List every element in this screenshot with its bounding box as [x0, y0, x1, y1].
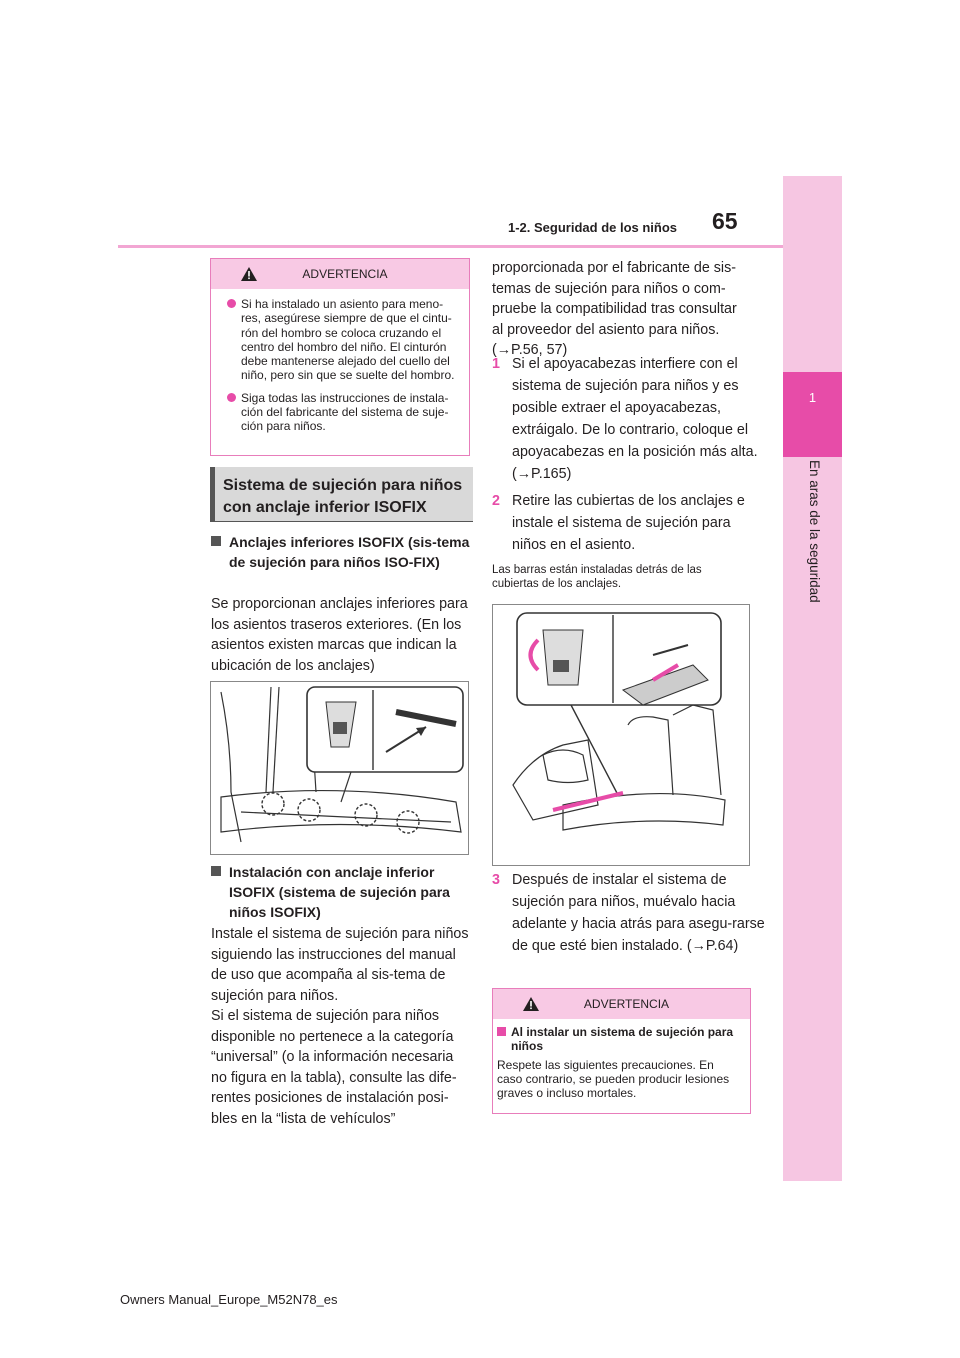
figure-child-seat-install [492, 604, 750, 866]
paragraph-anchors: Se proporcionan anclajes inferiores para los asientos traseros exteriores. (En los asientos existen marcas que indican la ubicación de los anclajes) [211, 596, 468, 674]
subheading-isofix-installation: Instalación con anclaje inferior ISOFIX (sistema de sujeción para niños ISOFIX) [211, 862, 484, 922]
step-2: 2 Retire las cubiertas de los anclajes e instale el sistema de sujeción para niños en el asiento. [492, 490, 766, 556]
bullet-icon [227, 393, 236, 402]
illustration-rear-seat [211, 682, 468, 854]
chapter-number: 1 [808, 390, 817, 405]
footer-text: Owners Manual_Europe_M52N78_es [120, 1292, 338, 1307]
paragraph-manufacturer: proporcionada por el fabricante de sis-temas de sujeción para niños o com-pruebe la compatibilidad tras consultar al proveedor del asiento para niños. (→P.56, 57) [492, 260, 737, 358]
warning-title: ADVERTENCIA [583, 997, 670, 1011]
bullet-icon [227, 299, 236, 308]
subheading-isofix-anchors: Anclajes inferiores ISOFIX (sis-tema de sujeción para niños ISO-FIX) [211, 532, 484, 572]
square-bullet-icon [497, 1027, 506, 1036]
paragraph-vehicle-list: Si el sistema de sujeción para niños disponible no pertenece a la categoría “universal” (o la información necesaria no figura en la tabla), consulte las dife-rentes posiciones de instalación posi-bles en la “lista de vehículos” [211, 1008, 457, 1127]
warning-header [493, 989, 750, 1019]
paragraph-install-instructions: Instale el sistema de sujeción para niños siguiendo las instrucciones del manual de uso que acompaña al sis-tema de sujeción para niños. [211, 926, 469, 1004]
warning-item: Siga todas las instrucciones de instala-ción del fabricante del sistema de suje-ción para niños. [227, 391, 455, 434]
page-number: 65 [712, 208, 738, 234]
warning-box-bottom [492, 988, 751, 1114]
warning-item-title: Al instalar un sistema de sujeción para niños [497, 1025, 740, 1054]
step-1: 1 Si el apoyacabezas interfiere con el sistema de sujeción para niños y es posible extraer el apoyacabezas, extráigalo. De lo contrario, coloque el apoyacabezas en la posición más alta. (→P.165) [492, 353, 766, 485]
section-title: 1-2. Seguridad de los niños [508, 220, 678, 235]
figure-seat-anchors [210, 681, 469, 855]
warning-item: Si ha instalado un asiento para meno-res, asegúrese siempre de que el cintu-rón del hombro se coloca cruzando el centro del hombro del niño. El cinturón debe mantenerse alejado del cuello del niño, pero sin que se suelte del hombro. [227, 297, 455, 383]
note-bars: Las barras están instaladas detrás de las cubiertas de los anclajes. [492, 564, 702, 590]
chapter-tab[interactable] [783, 372, 842, 457]
warning-header [211, 259, 469, 289]
warning-text: Respete las siguientes precauciones. En caso contrario, se pueden producir lesiones graves o incluso mortales. [497, 1057, 730, 1101]
step-number: 3 [492, 872, 500, 888]
illustration-child-seat [493, 605, 749, 865]
step-3: 3 Después de instalar el sistema de sujeción para niños, muévalo hacia adelante y hacia atrás para asegu-rarse de que esté bien instalado. (→P.64) [492, 869, 766, 957]
warning-box-top [210, 258, 470, 456]
warning-title: ADVERTENCIA [302, 267, 388, 281]
header-rule [118, 245, 783, 248]
chapter-title: En aras de la seguridad [807, 460, 822, 603]
step-number: 1 [492, 356, 500, 372]
square-bullet-icon [211, 536, 221, 546]
section-heading: Sistema de sujeción para niños con anclaje inferior ISOFIX [210, 467, 473, 522]
step-number: 2 [492, 493, 500, 509]
square-bullet-icon [211, 866, 221, 876]
